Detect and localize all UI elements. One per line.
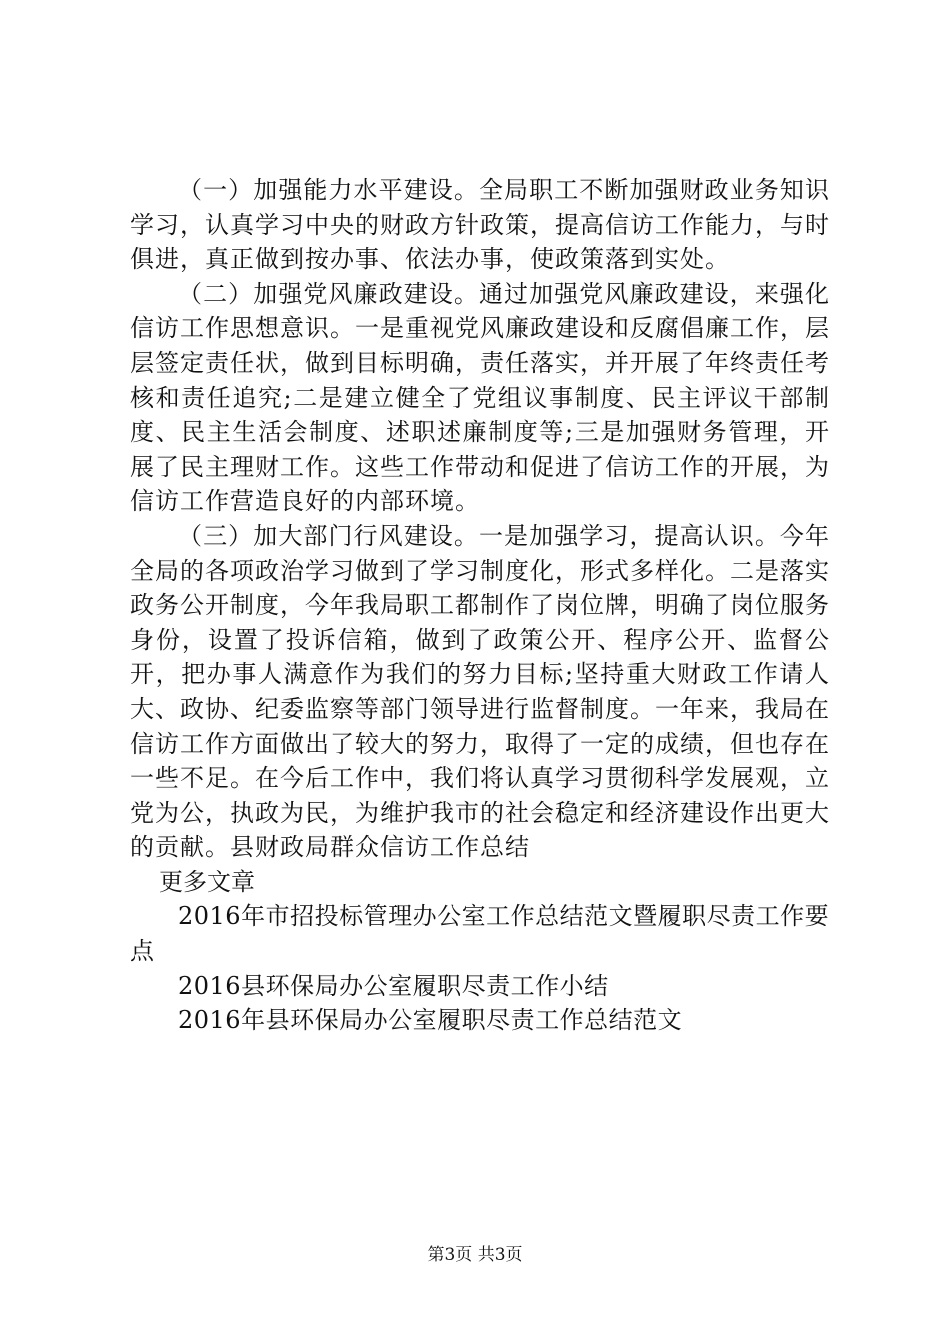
page-number: 第3页 共3页 [427,1245,523,1265]
more-articles-label: 更多文章 [159,867,255,896]
paragraph-ability-building: （一）加强能力水平建设。全局职工不断加强财政业务知识学习，认真学习中央的财政方针政策，提高信访工作能力，与时俱进，真正做到按办事、依法办事，使政策落到实处。 [130,176,830,274]
paragraph-department-style: （三）加大部门行风建设。一是加强学习，提高认识。今年全局的各项政治学习做到了学习制度化，形式多样化。二是落实政务公开制度，今年我局职工都制作了岗位牌，明确了岗位服务身份，设置了投诉信箱，做到了政策公开、程序公开、监督公开，把办事人满意作为我们的努力目标;坚持重大财政工作请人大、政协、纪委监察等部门领导进行监督制度。一年来，我局在信访工作方面做出了较大的努力，取得了一定的成绩，但也存在一些不足。在今后工作中，我们将认真学习贯彻科学发展观，立党为公，执政为民，为维护我市的社会稳定和经济建设作出更大的贡献。县财政局群众信访工作总结 [130,521,830,862]
more-article-link-1[interactable]: 2016年市招投标管理办公室工作总结范文暨履职尽责工作要点 [130,902,830,966]
page-footer [0,1244,950,1266]
paragraph-party-integrity: （二）加强党风廉政建设。通过加强党风廉政建设，来强化信访工作思想意识。一是重视党风廉政建设和反腐倡廉工作，层层签定责任状，做到目标明确，责任落实，并开展了年终责任考核和责任追究;二是建立健全了党组议事制度、民主评议干部制度、民主生活会制度、述职述廉制度等;三是加强财务管理，开展了民主理财工作。这些工作带动和促进了信访工作的开展，为信访工作营造良好的内部环境。 [130,279,830,516]
more-article-link-2[interactable]: 2016县环保局办公室履职尽责工作小结 [178,971,609,1000]
document-body [130,173,830,1038]
more-article-link-3[interactable]: 2016年县环保局办公室履职尽责工作总结范文 [178,1006,683,1035]
